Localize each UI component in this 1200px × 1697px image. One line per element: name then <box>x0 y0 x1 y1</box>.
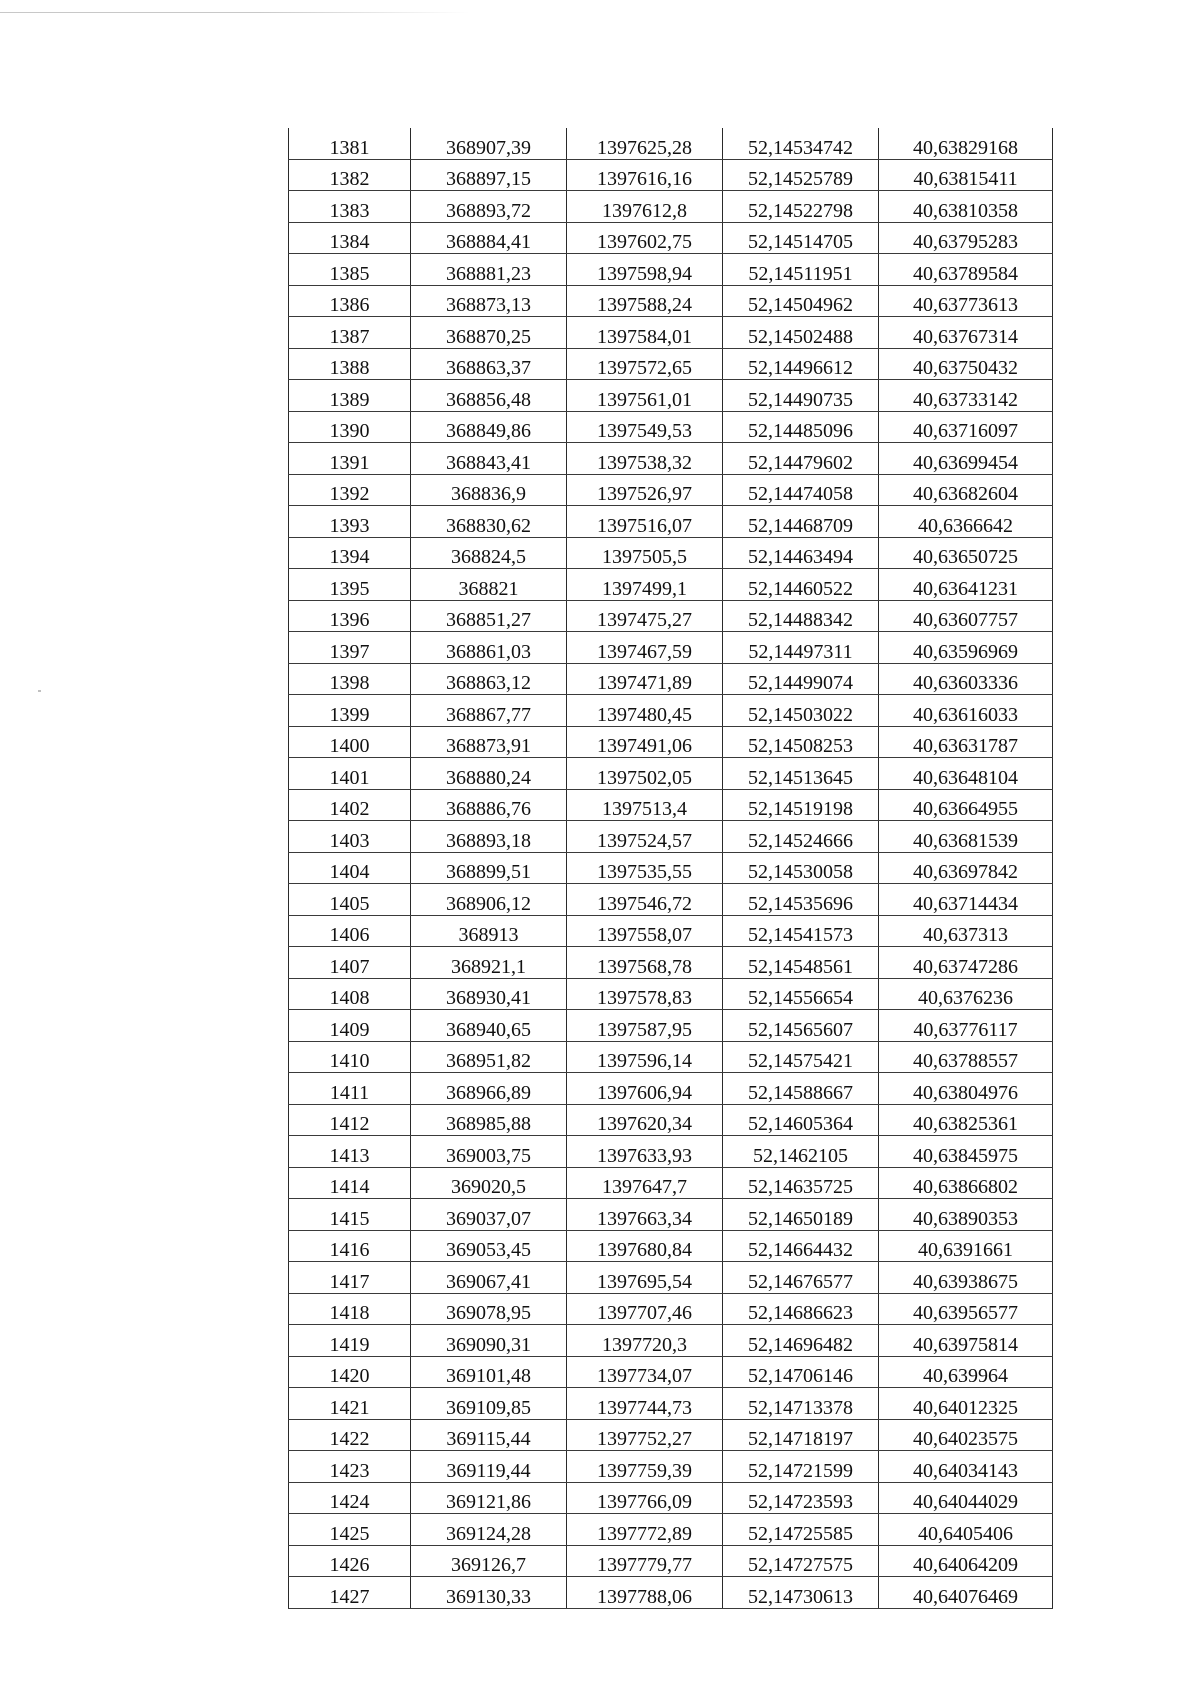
table-row <box>289 474 1053 506</box>
x-coordinate-cell: 369078,95 <box>411 1293 567 1325</box>
y-coordinate-cell: 1397549,53 <box>567 411 723 443</box>
table-row <box>289 317 1053 349</box>
latitude-cell: 52,14727575 <box>723 1545 879 1577</box>
table-row <box>289 821 1053 853</box>
x-coordinate-cell: 369130,33 <box>411 1577 567 1609</box>
coordinates-table-body <box>289 128 1053 1608</box>
x-coordinate-cell: 368863,37 <box>411 348 567 380</box>
table-row <box>289 222 1053 254</box>
table-row <box>289 884 1053 916</box>
point-number-cell: 1400 <box>289 726 411 758</box>
table-row <box>289 1010 1053 1042</box>
point-number-cell: 1382 <box>289 159 411 191</box>
longitude-cell: 40,63773613 <box>879 285 1053 317</box>
point-number-cell: 1422 <box>289 1419 411 1451</box>
x-coordinate-cell: 368821 <box>411 569 567 601</box>
x-coordinate-cell: 368849,86 <box>411 411 567 443</box>
longitude-cell: 40,6376236 <box>879 978 1053 1010</box>
x-coordinate-cell: 368907,39 <box>411 128 567 159</box>
table-row <box>289 1104 1053 1136</box>
longitude-cell: 40,63956577 <box>879 1293 1053 1325</box>
x-coordinate-cell: 368951,82 <box>411 1041 567 1073</box>
y-coordinate-cell: 1397759,39 <box>567 1451 723 1483</box>
x-coordinate-cell: 368861,03 <box>411 632 567 664</box>
x-coordinate-cell: 368880,24 <box>411 758 567 790</box>
latitude-cell: 52,14721599 <box>723 1451 879 1483</box>
longitude-cell: 40,63795283 <box>879 222 1053 254</box>
latitude-cell: 52,14605364 <box>723 1104 879 1136</box>
table-row <box>289 1262 1053 1294</box>
y-coordinate-cell: 1397752,27 <box>567 1419 723 1451</box>
y-coordinate-cell: 1397471,89 <box>567 663 723 695</box>
latitude-cell: 52,14635725 <box>723 1167 879 1199</box>
latitude-cell: 52,14588667 <box>723 1073 879 1105</box>
latitude-cell: 52,14468709 <box>723 506 879 538</box>
y-coordinate-cell: 1397766,09 <box>567 1482 723 1514</box>
latitude-cell: 52,14499074 <box>723 663 879 695</box>
longitude-cell: 40,63747286 <box>879 947 1053 979</box>
latitude-cell: 52,14676577 <box>723 1262 879 1294</box>
x-coordinate-cell: 368985,88 <box>411 1104 567 1136</box>
longitude-cell: 40,63815411 <box>879 159 1053 191</box>
y-coordinate-cell: 1397505,5 <box>567 537 723 569</box>
table-row <box>289 726 1053 758</box>
latitude-cell: 52,14696482 <box>723 1325 879 1357</box>
x-coordinate-cell: 368893,18 <box>411 821 567 853</box>
table-row <box>289 1073 1053 1105</box>
y-coordinate-cell: 1397772,89 <box>567 1514 723 1546</box>
point-number-cell: 1427 <box>289 1577 411 1609</box>
latitude-cell: 52,14485096 <box>723 411 879 443</box>
table-row <box>289 191 1053 223</box>
longitude-cell: 40,63938675 <box>879 1262 1053 1294</box>
point-number-cell: 1385 <box>289 254 411 286</box>
y-coordinate-cell: 1397475,27 <box>567 600 723 632</box>
latitude-cell: 52,1462105 <box>723 1136 879 1168</box>
y-coordinate-cell: 1397526,97 <box>567 474 723 506</box>
y-coordinate-cell: 1397744,73 <box>567 1388 723 1420</box>
point-number-cell: 1416 <box>289 1230 411 1262</box>
y-coordinate-cell: 1397538,32 <box>567 443 723 475</box>
longitude-cell: 40,63767314 <box>879 317 1053 349</box>
latitude-cell: 52,14718197 <box>723 1419 879 1451</box>
longitude-cell: 40,63804976 <box>879 1073 1053 1105</box>
latitude-cell: 52,14713378 <box>723 1388 879 1420</box>
y-coordinate-cell: 1397602,75 <box>567 222 723 254</box>
table-row <box>289 1167 1053 1199</box>
x-coordinate-cell: 368830,62 <box>411 506 567 538</box>
y-coordinate-cell: 1397633,93 <box>567 1136 723 1168</box>
longitude-cell: 40,63681539 <box>879 821 1053 853</box>
longitude-cell: 40,63776117 <box>879 1010 1053 1042</box>
x-coordinate-cell: 368824,5 <box>411 537 567 569</box>
point-number-cell: 1414 <box>289 1167 411 1199</box>
longitude-cell: 40,63975814 <box>879 1325 1053 1357</box>
y-coordinate-cell: 1397598,94 <box>567 254 723 286</box>
x-coordinate-cell: 369067,41 <box>411 1262 567 1294</box>
latitude-cell: 52,14463494 <box>723 537 879 569</box>
table-row <box>289 789 1053 821</box>
point-number-cell: 1411 <box>289 1073 411 1105</box>
longitude-cell: 40,63788557 <box>879 1041 1053 1073</box>
table-row <box>289 1230 1053 1262</box>
latitude-cell: 52,14513645 <box>723 758 879 790</box>
table-row <box>289 1451 1053 1483</box>
table-row <box>289 947 1053 979</box>
longitude-cell: 40,63716097 <box>879 411 1053 443</box>
table-row <box>289 569 1053 601</box>
point-number-cell: 1407 <box>289 947 411 979</box>
latitude-cell: 52,14730613 <box>723 1577 879 1609</box>
latitude-cell: 52,14524666 <box>723 821 879 853</box>
y-coordinate-cell: 1397502,05 <box>567 758 723 790</box>
y-coordinate-cell: 1397620,34 <box>567 1104 723 1136</box>
latitude-cell: 52,14575421 <box>723 1041 879 1073</box>
table-row <box>289 663 1053 695</box>
point-number-cell: 1412 <box>289 1104 411 1136</box>
y-coordinate-cell: 1397680,84 <box>567 1230 723 1262</box>
longitude-cell: 40,6366642 <box>879 506 1053 538</box>
latitude-cell: 52,14664432 <box>723 1230 879 1262</box>
longitude-cell: 40,63845975 <box>879 1136 1053 1168</box>
table-row <box>289 443 1053 475</box>
y-coordinate-cell: 1397788,06 <box>567 1577 723 1609</box>
point-number-cell: 1391 <box>289 443 411 475</box>
y-coordinate-cell: 1397480,45 <box>567 695 723 727</box>
point-number-cell: 1405 <box>289 884 411 916</box>
x-coordinate-cell: 368881,23 <box>411 254 567 286</box>
point-number-cell: 1399 <box>289 695 411 727</box>
y-coordinate-cell: 1397467,59 <box>567 632 723 664</box>
table-row <box>289 128 1053 159</box>
latitude-cell: 52,14522798 <box>723 191 879 223</box>
longitude-cell: 40,63697842 <box>879 852 1053 884</box>
point-number-cell: 1386 <box>289 285 411 317</box>
longitude-cell: 40,64064209 <box>879 1545 1053 1577</box>
latitude-cell: 52,14534742 <box>723 128 879 159</box>
table-row <box>289 380 1053 412</box>
table-row <box>289 1514 1053 1546</box>
x-coordinate-cell: 369119,44 <box>411 1451 567 1483</box>
table-row <box>289 1545 1053 1577</box>
x-coordinate-cell: 368873,91 <box>411 726 567 758</box>
longitude-cell: 40,64012325 <box>879 1388 1053 1420</box>
table-row <box>289 1356 1053 1388</box>
scan-speck <box>38 690 41 692</box>
x-coordinate-cell: 369037,07 <box>411 1199 567 1231</box>
latitude-cell: 52,14496612 <box>723 348 879 380</box>
longitude-cell: 40,63866802 <box>879 1167 1053 1199</box>
coordinates-table <box>288 128 1053 1609</box>
y-coordinate-cell: 1397616,16 <box>567 159 723 191</box>
longitude-cell: 40,63607757 <box>879 600 1053 632</box>
longitude-cell: 40,63714434 <box>879 884 1053 916</box>
point-number-cell: 1398 <box>289 663 411 695</box>
table-row <box>289 1419 1053 1451</box>
point-number-cell: 1383 <box>289 191 411 223</box>
table-row <box>289 1041 1053 1073</box>
y-coordinate-cell: 1397513,4 <box>567 789 723 821</box>
x-coordinate-cell: 368897,15 <box>411 159 567 191</box>
y-coordinate-cell: 1397663,34 <box>567 1199 723 1231</box>
longitude-cell: 40,63596969 <box>879 632 1053 664</box>
table-row <box>289 1199 1053 1231</box>
point-number-cell: 1418 <box>289 1293 411 1325</box>
point-number-cell: 1402 <box>289 789 411 821</box>
table-row <box>289 978 1053 1010</box>
table-row <box>289 632 1053 664</box>
y-coordinate-cell: 1397647,7 <box>567 1167 723 1199</box>
point-number-cell: 1392 <box>289 474 411 506</box>
y-coordinate-cell: 1397524,57 <box>567 821 723 853</box>
latitude-cell: 52,14725585 <box>723 1514 879 1546</box>
longitude-cell: 40,63631787 <box>879 726 1053 758</box>
table-row <box>289 852 1053 884</box>
point-number-cell: 1419 <box>289 1325 411 1357</box>
longitude-cell: 40,63664955 <box>879 789 1053 821</box>
point-number-cell: 1417 <box>289 1262 411 1294</box>
point-number-cell: 1410 <box>289 1041 411 1073</box>
point-number-cell: 1421 <box>289 1388 411 1420</box>
y-coordinate-cell: 1397516,07 <box>567 506 723 538</box>
x-coordinate-cell: 369115,44 <box>411 1419 567 1451</box>
latitude-cell: 52,14488342 <box>723 600 879 632</box>
point-number-cell: 1424 <box>289 1482 411 1514</box>
longitude-cell: 40,63810358 <box>879 191 1053 223</box>
y-coordinate-cell: 1397558,07 <box>567 915 723 947</box>
y-coordinate-cell: 1397720,3 <box>567 1325 723 1357</box>
longitude-cell: 40,63890353 <box>879 1199 1053 1231</box>
x-coordinate-cell: 369121,86 <box>411 1482 567 1514</box>
latitude-cell: 52,14535696 <box>723 884 879 916</box>
x-coordinate-cell: 368913 <box>411 915 567 947</box>
latitude-cell: 52,14503022 <box>723 695 879 727</box>
table-row <box>289 1325 1053 1357</box>
y-coordinate-cell: 1397499,1 <box>567 569 723 601</box>
latitude-cell: 52,14519198 <box>723 789 879 821</box>
point-number-cell: 1381 <box>289 128 411 159</box>
latitude-cell: 52,14508253 <box>723 726 879 758</box>
y-coordinate-cell: 1397588,24 <box>567 285 723 317</box>
x-coordinate-cell: 368921,1 <box>411 947 567 979</box>
longitude-cell: 40,6405406 <box>879 1514 1053 1546</box>
latitude-cell: 52,14548561 <box>723 947 879 979</box>
longitude-cell: 40,64023575 <box>879 1419 1053 1451</box>
table-row <box>289 159 1053 191</box>
longitude-cell: 40,64034143 <box>879 1451 1053 1483</box>
point-number-cell: 1395 <box>289 569 411 601</box>
x-coordinate-cell: 369126,7 <box>411 1545 567 1577</box>
point-number-cell: 1425 <box>289 1514 411 1546</box>
x-coordinate-cell: 368930,41 <box>411 978 567 1010</box>
table-row <box>289 1388 1053 1420</box>
x-coordinate-cell: 368870,25 <box>411 317 567 349</box>
latitude-cell: 52,14502488 <box>723 317 879 349</box>
table-row <box>289 695 1053 727</box>
point-number-cell: 1397 <box>289 632 411 664</box>
longitude-cell: 40,64076469 <box>879 1577 1053 1609</box>
x-coordinate-cell: 368843,41 <box>411 443 567 475</box>
latitude-cell: 52,14686623 <box>723 1293 879 1325</box>
point-number-cell: 1389 <box>289 380 411 412</box>
y-coordinate-cell: 1397546,72 <box>567 884 723 916</box>
point-number-cell: 1401 <box>289 758 411 790</box>
latitude-cell: 52,14497311 <box>723 632 879 664</box>
latitude-cell: 52,14541573 <box>723 915 879 947</box>
y-coordinate-cell: 1397606,94 <box>567 1073 723 1105</box>
point-number-cell: 1420 <box>289 1356 411 1388</box>
longitude-cell: 40,64044029 <box>879 1482 1053 1514</box>
point-number-cell: 1409 <box>289 1010 411 1042</box>
latitude-cell: 52,14650189 <box>723 1199 879 1231</box>
longitude-cell: 40,63650725 <box>879 537 1053 569</box>
table-row <box>289 600 1053 632</box>
y-coordinate-cell: 1397695,54 <box>567 1262 723 1294</box>
x-coordinate-cell: 369053,45 <box>411 1230 567 1262</box>
point-number-cell: 1384 <box>289 222 411 254</box>
longitude-cell: 40,63699454 <box>879 443 1053 475</box>
x-coordinate-cell: 368906,12 <box>411 884 567 916</box>
x-coordinate-cell: 369003,75 <box>411 1136 567 1168</box>
x-coordinate-cell: 368893,72 <box>411 191 567 223</box>
x-coordinate-cell: 368856,48 <box>411 380 567 412</box>
table-row <box>289 1482 1053 1514</box>
longitude-cell: 40,639964 <box>879 1356 1053 1388</box>
longitude-cell: 40,63733142 <box>879 380 1053 412</box>
point-number-cell: 1388 <box>289 348 411 380</box>
table-row <box>289 348 1053 380</box>
longitude-cell: 40,63829168 <box>879 128 1053 159</box>
x-coordinate-cell: 369020,5 <box>411 1167 567 1199</box>
point-number-cell: 1390 <box>289 411 411 443</box>
table-row <box>289 506 1053 538</box>
table-row <box>289 285 1053 317</box>
y-coordinate-cell: 1397491,06 <box>567 726 723 758</box>
latitude-cell: 52,14525789 <box>723 159 879 191</box>
point-number-cell: 1406 <box>289 915 411 947</box>
point-number-cell: 1426 <box>289 1545 411 1577</box>
y-coordinate-cell: 1397596,14 <box>567 1041 723 1073</box>
latitude-cell: 52,14565607 <box>723 1010 879 1042</box>
table-row <box>289 1136 1053 1168</box>
longitude-cell: 40,63641231 <box>879 569 1053 601</box>
longitude-cell: 40,63603336 <box>879 663 1053 695</box>
latitude-cell: 52,14479602 <box>723 443 879 475</box>
y-coordinate-cell: 1397734,07 <box>567 1356 723 1388</box>
point-number-cell: 1423 <box>289 1451 411 1483</box>
y-coordinate-cell: 1397578,83 <box>567 978 723 1010</box>
table-row <box>289 1293 1053 1325</box>
x-coordinate-cell: 368899,51 <box>411 852 567 884</box>
latitude-cell: 52,14504962 <box>723 285 879 317</box>
longitude-cell: 40,63825361 <box>879 1104 1053 1136</box>
point-number-cell: 1413 <box>289 1136 411 1168</box>
point-number-cell: 1408 <box>289 978 411 1010</box>
point-number-cell: 1396 <box>289 600 411 632</box>
scan-edge-mark <box>0 12 470 13</box>
latitude-cell: 52,14460522 <box>723 569 879 601</box>
x-coordinate-cell: 368836,9 <box>411 474 567 506</box>
x-coordinate-cell: 368886,76 <box>411 789 567 821</box>
table-row <box>289 915 1053 947</box>
point-number-cell: 1404 <box>289 852 411 884</box>
x-coordinate-cell: 369101,48 <box>411 1356 567 1388</box>
y-coordinate-cell: 1397568,78 <box>567 947 723 979</box>
y-coordinate-cell: 1397572,65 <box>567 348 723 380</box>
x-coordinate-cell: 369124,28 <box>411 1514 567 1546</box>
y-coordinate-cell: 1397612,8 <box>567 191 723 223</box>
x-coordinate-cell: 368851,27 <box>411 600 567 632</box>
x-coordinate-cell: 368873,13 <box>411 285 567 317</box>
latitude-cell: 52,14530058 <box>723 852 879 884</box>
x-coordinate-cell: 368884,41 <box>411 222 567 254</box>
y-coordinate-cell: 1397779,77 <box>567 1545 723 1577</box>
point-number-cell: 1394 <box>289 537 411 569</box>
longitude-cell: 40,63789584 <box>879 254 1053 286</box>
x-coordinate-cell: 368940,65 <box>411 1010 567 1042</box>
y-coordinate-cell: 1397535,55 <box>567 852 723 884</box>
longitude-cell: 40,63648104 <box>879 758 1053 790</box>
point-number-cell: 1387 <box>289 317 411 349</box>
x-coordinate-cell: 368867,77 <box>411 695 567 727</box>
latitude-cell: 52,14706146 <box>723 1356 879 1388</box>
y-coordinate-cell: 1397561,01 <box>567 380 723 412</box>
longitude-cell: 40,6391661 <box>879 1230 1053 1262</box>
latitude-cell: 52,14514705 <box>723 222 879 254</box>
longitude-cell: 40,63616033 <box>879 695 1053 727</box>
x-coordinate-cell: 369090,31 <box>411 1325 567 1357</box>
table-row <box>289 758 1053 790</box>
table-row <box>289 537 1053 569</box>
latitude-cell: 52,14723593 <box>723 1482 879 1514</box>
latitude-cell: 52,14556654 <box>723 978 879 1010</box>
y-coordinate-cell: 1397584,01 <box>567 317 723 349</box>
longitude-cell: 40,63682604 <box>879 474 1053 506</box>
x-coordinate-cell: 368863,12 <box>411 663 567 695</box>
x-coordinate-cell: 369109,85 <box>411 1388 567 1420</box>
table-row <box>289 1577 1053 1609</box>
y-coordinate-cell: 1397707,46 <box>567 1293 723 1325</box>
longitude-cell: 40,637313 <box>879 915 1053 947</box>
longitude-cell: 40,63750432 <box>879 348 1053 380</box>
point-number-cell: 1415 <box>289 1199 411 1231</box>
table-row <box>289 411 1053 443</box>
y-coordinate-cell: 1397625,28 <box>567 128 723 159</box>
table-row <box>289 254 1053 286</box>
point-number-cell: 1403 <box>289 821 411 853</box>
x-coordinate-cell: 368966,89 <box>411 1073 567 1105</box>
latitude-cell: 52,14511951 <box>723 254 879 286</box>
y-coordinate-cell: 1397587,95 <box>567 1010 723 1042</box>
point-number-cell: 1393 <box>289 506 411 538</box>
latitude-cell: 52,14474058 <box>723 474 879 506</box>
latitude-cell: 52,14490735 <box>723 380 879 412</box>
